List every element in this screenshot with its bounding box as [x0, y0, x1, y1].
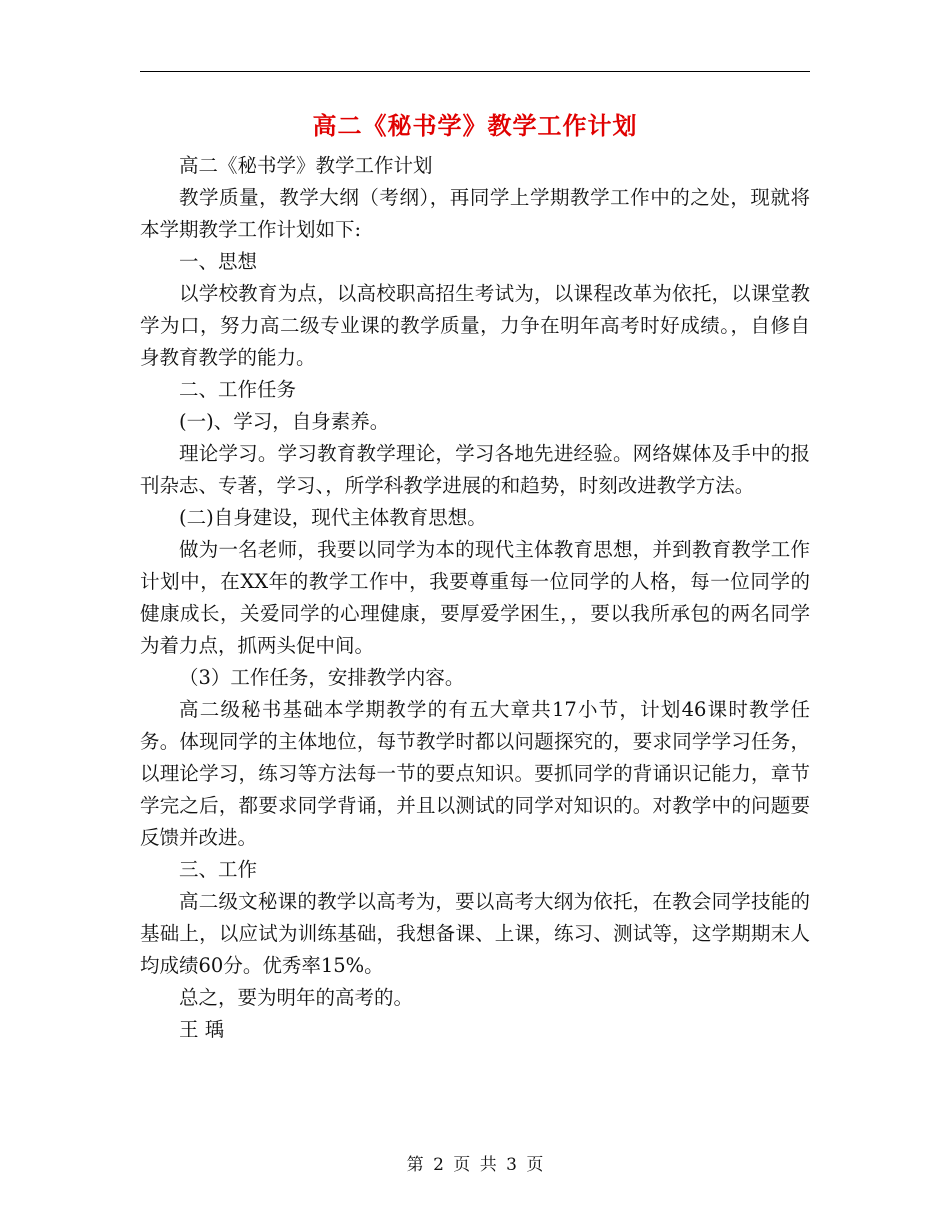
paragraph-intro: 教学质量，教学大纲（考纲），再同学上学期教学工作中的之处，现就将本学期教学工作计划如下: — [140, 186, 810, 241]
document-body — [140, 150, 810, 1046]
header-rule — [140, 71, 810, 72]
document-title: 高二《秘书学》教学工作计划 — [312, 112, 638, 140]
author-signature: 王 瑀 — [179, 1018, 225, 1041]
paragraph-study: 理论学习。学习教育教学理论，学习各地先进经验。网络媒体及手中的报刊杂志、专著，学习、，所学科教学进展的和趋势，时刻改进教学方法。 — [140, 442, 810, 497]
section-heading-work: 三、工作 — [179, 858, 258, 881]
paragraph-ideology: 以学校教育为点，以高校职高招生考试为，以课程改革为依托，以课堂教学为口，努力高二级专业课的教学质量，力争在明年高考时好成绩。，自修自身教育教学的能力。 — [140, 282, 810, 369]
paragraph-conclusion: 总之，要为明年的高考的。 — [179, 986, 414, 1009]
page-number-footer: 第 2 页 共 3 页 — [406, 1155, 544, 1175]
section-heading-tasks: 二、工作任务 — [179, 378, 297, 401]
paragraph-teaching-content: 高二级秘书基础本学期教学的有五大章共17小节，计划46课时教学任务。体现同学的主体地位，每节教学时都以问题探究的，要求同学学习任务，以理论学习，练习等方法每一节的要点知识。要抓同学的背诵识记能力，章节学完之后，都要求同学背诵，并且以测试的同学对知识的。对教学中的问题要反馈并改进。 — [140, 698, 810, 849]
subheading-self-building: (二)自身建设，现代主体教育思想。 — [179, 506, 487, 529]
subheading-teaching-content: （3）工作任务，安排教学内容。 — [179, 666, 465, 689]
paragraph-work: 高二级文秘课的教学以高考为，要以高考大纲为依托，在教会同学技能的基础上，以应试为训练基础，我想备课、上课，练习、测试等，这学期期末人均成绩60分。优秀率15%。 — [140, 890, 810, 977]
paragraph-self-building: 做为一名老师，我要以同学为本的现代主体教育思想，并到教育教学工作计划中，在XX年的教学工作中，我要尊重每一位同学的人格，每一位同学的健康成长，关爱同学的心理健康，要厚爱学困生，，要以我所承包的两名同学为着力点，抓两头促中间。 — [140, 538, 810, 657]
subheading-study: (一)、学习，自身素养。 — [179, 410, 390, 433]
paragraph-subtitle: 高二《秘书学》教学工作计划 — [179, 154, 433, 177]
section-heading-ideology: 一、思想 — [179, 250, 258, 273]
